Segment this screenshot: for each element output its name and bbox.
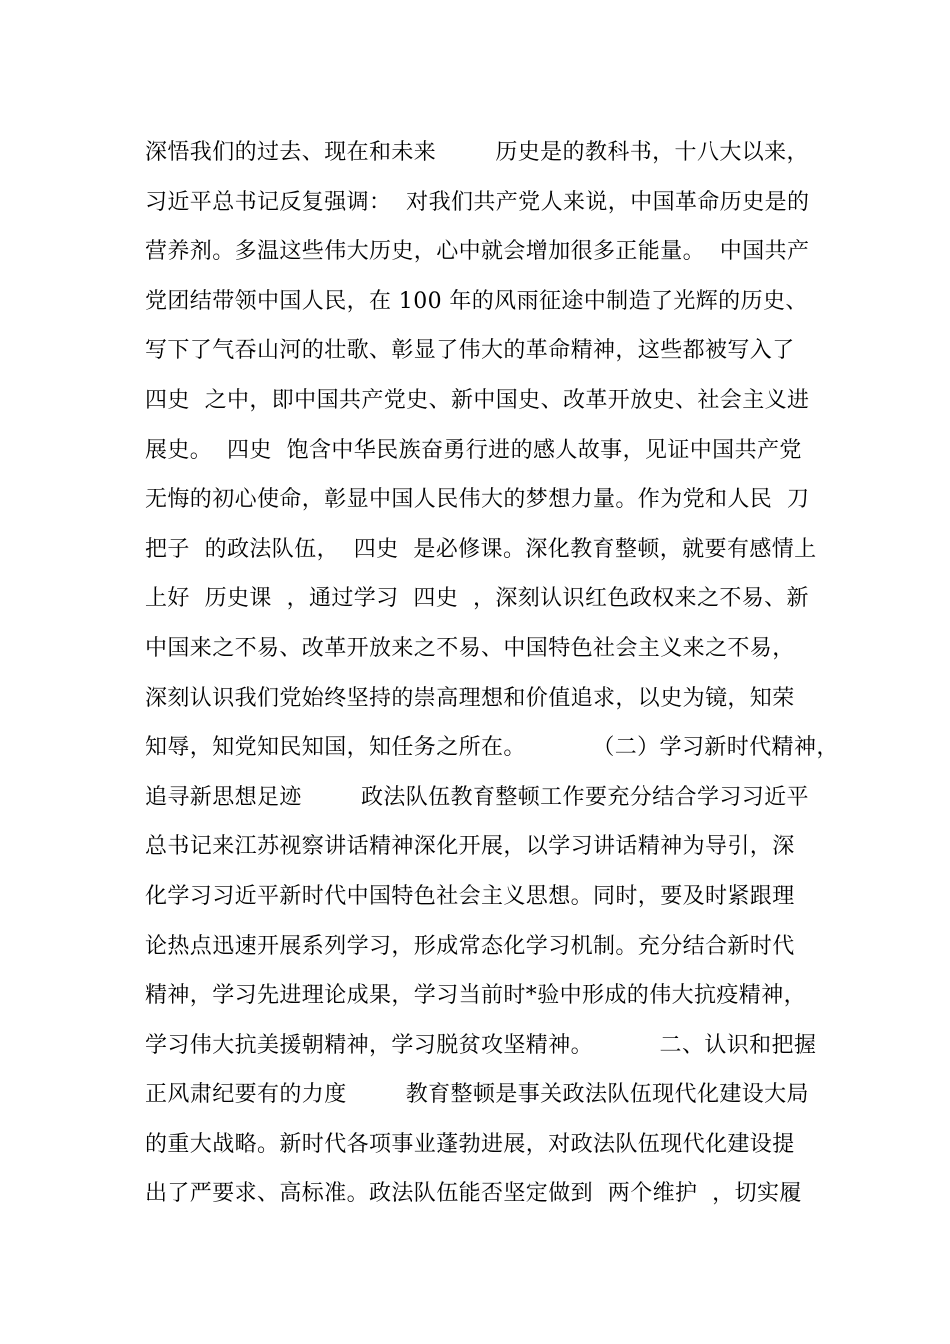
text-line-18: 精神，学习先进理论成果，学习当前时*验中形成的伟大抗疫精神， [145,983,807,1009]
text-line-19: 学习伟大抗美援朝精神，学习脱贫攻坚精神。 二、认识和把握 [145,1032,817,1058]
text-line-5: 写下了气吞山河的壮歌、彰显了伟大的革命精神，这些都被写入了 [145,338,795,364]
text-line-7: 展史。 四史 饱含中华民族奋勇行进的感人故事，见证中国共产党 [145,437,802,463]
text-line-21: 的重大战略。新时代各项事业蓬勃进展，对政法队伍现代化建设提 [145,1131,795,1157]
text-line-12: 深刻认识我们党始终坚持的崇高理想和价值追求，以史为镜，知荣 [145,685,795,711]
text-line-10: 上好 历史课 ，通过学习 四史 ，深刻认识红色政权来之不易、新 [145,586,809,612]
body-text [145,128,845,1219]
text-line-4: 党团结带领中国人民，在 100 年的风雨征途中制造了光辉的历史、 [145,288,808,314]
text-line-2: 习近平总书记反复强调： 对我们共产党人来说，中国革命历史是的 [145,189,810,215]
text-line-8: 无悔的初心使命，彰显中国人民伟大的梦想力量。作为党和人民 刀 [145,487,810,513]
text-line-17: 论热点迅速开展系列学习，形成常态化学习机制。充分结合新时代 [145,933,795,959]
text-line-9: 把子 的政法队伍， 四史 是必修课。深化教育整顿，就要有感情上 [145,536,817,562]
text-line-20: 正风肃纪要有的力度 教育整顿是事关政法队伍现代化建设大局 [145,1082,809,1108]
text-line-14: 追寻新思想足迹 政法队伍教育整顿工作要充分结合学习习近平 [145,784,809,810]
text-line-13: 知辱，知党知民知国，知任务之所在。 （二）学习新时代精神， [145,735,839,761]
text-line-15: 总书记来江苏视察讲话精神深化开展，以学习讲话精神为导引，深 [145,834,795,860]
text-line-11: 中国来之不易、改革开放来之不易、中国特色社会主义来之不易， [145,635,795,661]
text-line-22: 出了严要求、高标准。政法队伍能否坚定做到 两个维护 ，切实履 [145,1181,802,1207]
text-line-16: 化学习习近平新时代中国特色社会主义思想。同时，要及时紧跟理 [145,883,795,909]
text-line-6: 四史 之中，即中国共产党史、新中国史、改革开放史、社会主义进 [145,387,810,413]
text-line-3: 营养剂。多温这些伟大历史，心中就会增加很多正能量。 中国共产 [145,239,810,265]
text-line-1: 深悟我们的过去、现在和未来 历史是的教科书，十八大以来， [145,140,809,165]
